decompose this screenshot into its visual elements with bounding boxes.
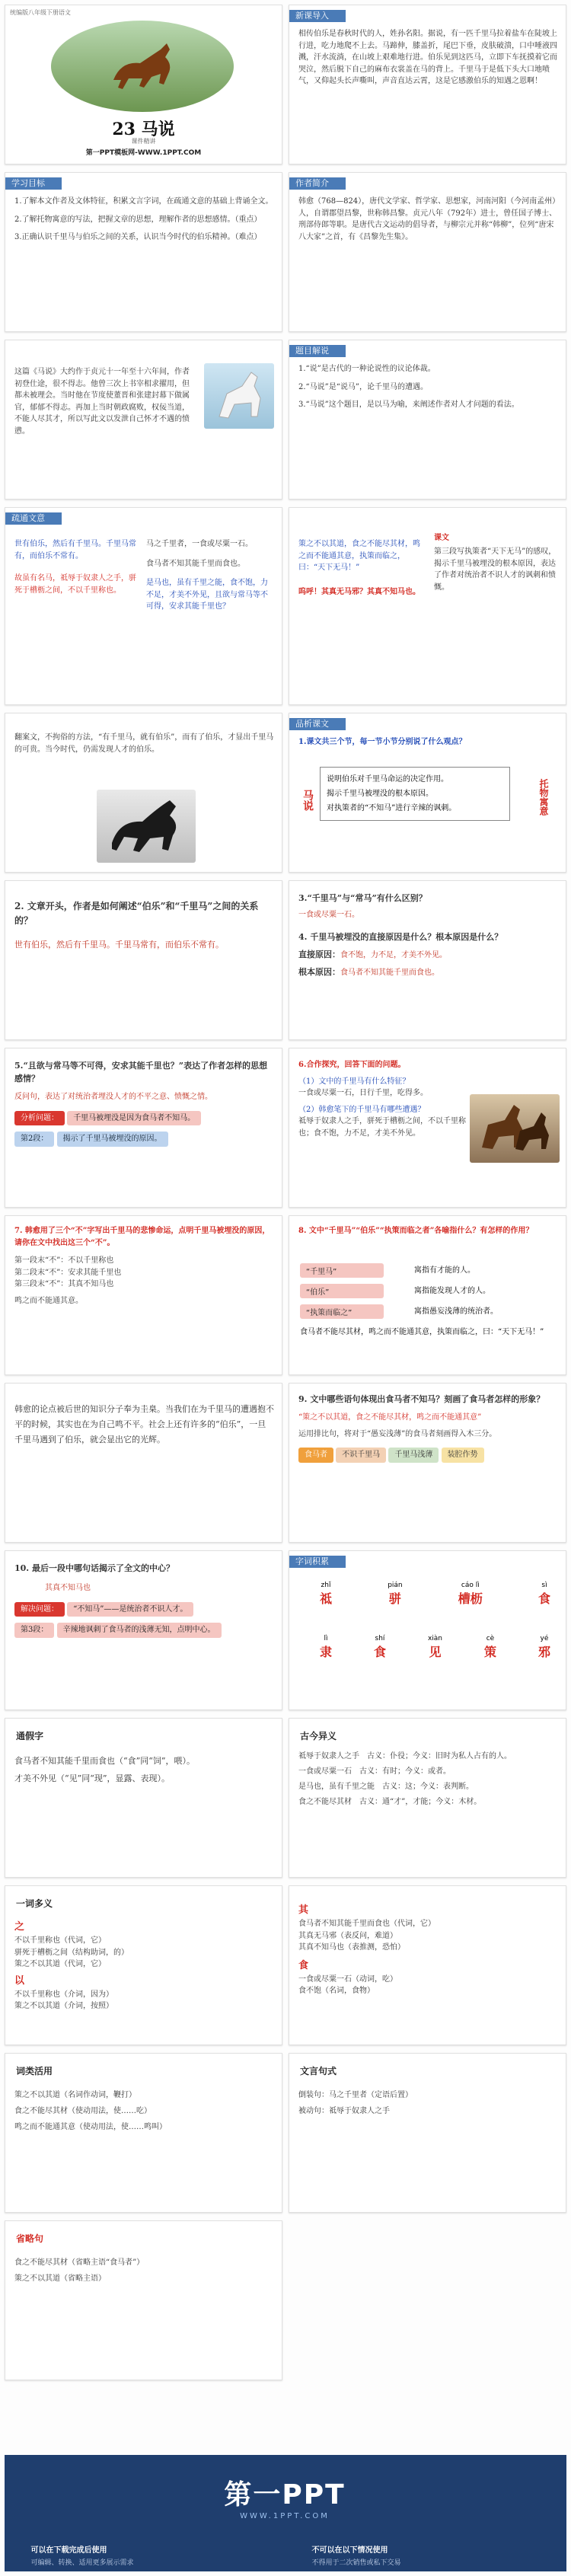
question: 3.“千里马”与“常马”有什么区别？: [298, 893, 427, 903]
slide-header: 词类活用: [16, 2066, 53, 2076]
vocab-item: [484, 1635, 496, 1660]
logo-text: 第一PPT: [224, 2479, 346, 2511]
title-point: 3.“马说”这个题目，是以马为喻，来阐述作者对人才问题的看法。: [298, 401, 519, 409]
slide-5[interactable]: [5, 340, 282, 500]
slide-header: 省略句: [16, 2233, 44, 2244]
side-text: 第三段写执策者“天下无马”的感叹，揭示千里马被埋没的根本原因，表达了作者对统治者不识人才的讽刺和愤慨。: [434, 547, 557, 592]
row-5: [5, 713, 566, 873]
slide-15[interactable]: [5, 1215, 282, 1375]
question: 2. 文章开头，作者是如何阐述“伯乐”和“千里马”之间的关系的？: [14, 901, 259, 926]
question: 6.合作探究，回答下面的问题。: [298, 1061, 406, 1069]
row-9: [5, 1383, 566, 1543]
answer: 反问句，表达了对统治者埋没人才的不平之意、愤慨之情。: [14, 1093, 212, 1102]
character: 见: [429, 1645, 442, 1659]
ellipsis-list: [14, 2255, 274, 2287]
background-text: 这篇《马说》大约作于贞元十一年至十六年间，作者初登仕途，很不得志。他曾三次上书宰相求擢用，但都未被理会。当时他在节度使董晋和张建封幕下做属官，郁郁不得志。再加上当时朝政腐败，权佞当道，不能人尽其才，所以写此文以发泄自己怀才不遇的愤懑。: [14, 368, 190, 436]
metaphor-meaning: 寓指愚妄浅薄的统治者。: [414, 1307, 498, 1316]
gujin-list: [298, 1749, 558, 1810]
slide-grid: [5, 5, 566, 2388]
slide-header: 新课导入: [289, 10, 346, 22]
left-label: 马说: [301, 790, 314, 811]
question-block: [298, 1393, 558, 1463]
question: （1）文中的千里马有什么特征？: [298, 1077, 410, 1086]
forbidden-title: 不可以在以下情况使用: [311, 2546, 388, 2555]
answer-label: 直接原因：: [298, 949, 340, 959]
polysemy-item: 策之不以其道（介词，按照）: [14, 2002, 113, 2011]
question: 4. 千里马被埋没的直接原因是什么？根本原因是什么？: [298, 931, 503, 942]
annotated-passage: [298, 538, 421, 598]
polysemy-word: 之: [14, 1921, 25, 1933]
answer-row: [298, 948, 558, 962]
lesson-title: 23 马说: [112, 120, 175, 139]
tag-row: [298, 1448, 558, 1463]
point-item: 揭示千里马被埋没的根本原因。: [327, 790, 433, 798]
logo-url: WWW.1PPT.COM: [240, 2512, 330, 2520]
forbidden-text: 不得用于二次销售或私下交易: [311, 2559, 401, 2567]
vocab-item: [320, 1582, 332, 1607]
metaphor-meaning: 寓指有才能的人。: [414, 1266, 475, 1275]
tag: 千里马浅薄: [388, 1448, 439, 1463]
slide-6[interactable]: [289, 340, 566, 500]
vocab-row-2: [320, 1635, 550, 1660]
character: 骈: [388, 1591, 401, 1606]
annotated-passage: [14, 538, 137, 596]
metaphor-term: “伯乐”: [300, 1284, 384, 1298]
ellipsis-item: 策之不以其道（省略主语）: [14, 2274, 106, 2283]
gujin-item: 祗辱于奴隶人之手 古义：仆役；今义：旧时为私人占有的人。: [298, 1752, 512, 1760]
analysis-text: 韩愈的论点被后世的知识分子奉为圭臬。当我们在为千里马的遭遇抱不平的时候，其实也在为自己鸣不平。社会上还有许多的“伯乐”，一旦千里马遇到了伯乐，就会显出它的光辉。: [14, 1404, 274, 1444]
metaphor-table: [300, 1263, 555, 1336]
question: 1.课文共三个节，每一节小节分别说了什么观点？: [298, 738, 467, 746]
row-6: [5, 880, 566, 1040]
polysemy-item: 食马者不知其能千里而食也（代词，它）: [298, 1920, 435, 1929]
metaphor-term: “执策而临之”: [300, 1304, 384, 1319]
grade-label: 统编版八年级下册语文: [10, 9, 71, 16]
answer: 食马者不知其能千里而食也。: [340, 969, 439, 978]
vocab-row-1: [320, 1582, 550, 1607]
metaphor-row: [300, 1304, 555, 1319]
part-of-speech-list: [14, 2087, 274, 2135]
allowed-use: [31, 2543, 260, 2567]
character: 食: [373, 1645, 386, 1659]
horse-statue-photo: [204, 363, 274, 429]
question-text: [298, 736, 558, 749]
title-point: 1.“说”是古代的一种论说性的议论体裁。: [298, 365, 435, 373]
pinyin: lì: [324, 1635, 328, 1642]
polysemy-word: 食: [298, 1959, 309, 1971]
side-line: 食马者不知其能千里而食也。: [146, 559, 245, 568]
row-1: [5, 5, 566, 164]
annotated-passage-side: [146, 538, 274, 613]
row-4: [5, 507, 566, 705]
answer: 其真不知马也: [45, 1584, 91, 1593]
slide-13[interactable]: [5, 1048, 282, 1208]
ellipsis-item: 食之不能尽其材（省略主语“食马者”）: [14, 2258, 145, 2267]
slide-header: 品析课文: [289, 718, 346, 730]
pinyin: cáo lì: [461, 1582, 480, 1589]
tongjia-item: 才美不外见（“见”同“现”，显露、表现）。: [14, 1773, 170, 1784]
quote: “策之不以其道，食之不能尽其材，鸣之而不能通其意”: [298, 1413, 482, 1422]
metaphor-row: [300, 1284, 555, 1298]
slide-header: 古今异义: [300, 1731, 337, 1741]
gujin-item: 是马也，虽有千里之能 古义：这；今义：表判断。: [298, 1783, 474, 1791]
row-13: [5, 2053, 566, 2213]
slide-header: 文言句式: [300, 2066, 337, 2076]
row-14: [5, 2220, 566, 2380]
metaphor-term: “千里马”: [300, 1263, 384, 1278]
gujin-item: 食之不能尽其材 古义：通“才”，才能；今义：木材。: [298, 1798, 482, 1806]
slide-8[interactable]: [289, 507, 566, 705]
metaphor-meaning: 寓指能发现人才的人。: [414, 1287, 490, 1295]
tag: 解决问题：: [14, 1602, 65, 1617]
item: 第一段末“不”：不以千里称也: [14, 1256, 114, 1265]
slide-header: 通假字: [16, 1731, 44, 1741]
polysemy-item: 一食或尽粟一石（动词，吃）: [298, 1974, 397, 1984]
slide-22[interactable]: [289, 1718, 566, 1878]
tag-row: [14, 1623, 274, 1638]
title-points: [298, 363, 558, 411]
row-3: [5, 340, 566, 500]
answer: 食不饱，力不足，才美不外见。: [340, 950, 447, 959]
answer-row: [298, 966, 558, 979]
tag-row: [14, 1132, 274, 1147]
character: 祗: [320, 1591, 333, 1606]
character: 槽枥: [458, 1591, 483, 1606]
metaphor-text: 食马者不能尽其材，鸣之而不能通其意，执策而临之，曰：“天下无马！”: [300, 1328, 544, 1336]
slide-27[interactable]: [5, 2220, 282, 2380]
tag: 不识千里马: [336, 1448, 386, 1463]
gujin-item: 一食或尽粟一石 古义：有时；今义：或者。: [298, 1767, 451, 1776]
website-label: 第一PPT模板网-WWW.1PPT.COM: [85, 149, 202, 157]
question: 5.“且欲与常马等不可得，安求其能千里也？”表达了作者怎样的思想感情？: [14, 1061, 268, 1084]
running-horse-photo: [97, 790, 196, 863]
character: 策: [483, 1645, 496, 1659]
point-item: 对执策者的“不知马”进行辛辣的讽刺。: [327, 804, 457, 812]
answer: 世有伯乐，然后有千里马。千里马常有，而伯乐不常有。: [14, 940, 224, 950]
slide-header: 题目解说: [289, 345, 346, 357]
pattern-item: 倒装句：马之千里者（定语后置）: [298, 2091, 413, 2099]
metaphor-row: [300, 1263, 555, 1278]
pinyin: cè: [486, 1635, 495, 1642]
slide-9[interactable]: [5, 713, 282, 873]
passage-line: 故虽有名马，祗辱于奴隶人之手，骈死于槽枥之间，不以千里称也。: [14, 574, 136, 595]
goal-item: 3.正确认识千里马与伯乐之间的关系，认识当今时代的伯乐精神。（难点）: [14, 233, 262, 241]
vocab-item: [374, 1635, 386, 1660]
answer: 祗辱于奴隶人之手，骈死于槽枥之间，不以千里称也；食不饱，力不足，才美不外见。: [298, 1117, 466, 1138]
polysemy-word: 其: [298, 1904, 309, 1916]
side-header: 课文: [434, 534, 449, 542]
pinyin: sì: [541, 1582, 547, 1589]
row-7: [5, 1048, 566, 1208]
slide-25[interactable]: [5, 2053, 282, 2213]
slide-header: 作者简介: [289, 177, 346, 190]
row-12: [5, 1885, 566, 2045]
pattern-item: 被动句：祗辱于奴隶人之手: [298, 2107, 390, 2115]
answer-label: 根本原因：: [298, 967, 340, 978]
slide-11[interactable]: [5, 880, 282, 1040]
slide-18[interactable]: [289, 1383, 566, 1543]
slide-19[interactable]: [5, 1550, 282, 1710]
pos-item: 策之不以其道（名词作动词，鞭打）: [14, 2091, 136, 2099]
passage-line: 世有伯乐，然后有千里马。千里马常有，而伯乐不常有。: [14, 540, 136, 560]
slide-header: 字词积累: [289, 1556, 346, 1568]
question: 9. 文中哪些语句体现出食马者不知马？刻画了食马者怎样的形象？: [298, 1394, 545, 1404]
tag-box: “不知马”——是统治者不识人才。: [67, 1602, 193, 1617]
tag-box: 辛辣地讽刺了食马者的浅薄无知，点明中心。: [57, 1623, 222, 1638]
allowed-title: 可以在下载完成后使用: [30, 2546, 107, 2555]
goals-list: [14, 196, 274, 244]
polysemy-group: [298, 1903, 558, 1997]
slide-header: 疏通文意: [5, 512, 62, 525]
note: 运用排比句，将对于“愚妄浅薄”的食马者刻画得入木三分。: [298, 1429, 497, 1438]
question-block: [298, 1225, 558, 1237]
slide-23[interactable]: [5, 1885, 282, 2045]
row-8: [5, 1215, 566, 1375]
tag: 装腔作势: [442, 1448, 484, 1463]
polysemy-group: [14, 1920, 274, 2013]
side-line: 是马也，虽有千里之能，食不饱，力不足，才美不外见，且欲与常马等不可得，安求其能千里也？: [146, 579, 268, 611]
polysemy-item: 其真不知马也（表推测，恐怕）: [298, 1943, 405, 1952]
note: 鸣之而不能通其意。: [14, 1296, 83, 1305]
horse-photo: [51, 21, 234, 112]
row-11: [5, 1718, 566, 1878]
tag: 第3段：: [14, 1623, 54, 1638]
character: 食: [538, 1591, 550, 1606]
row-10: [5, 1550, 566, 1710]
intro-text: 相传伯乐是春秋时代的人，姓孙名阳。据说，有一匹千里马拉着盐车在陡坡上行进，吃力地爬不上去。马蹄伸，膝盖折，尾巴下垂，皮肤破溃，口中唾液四溅，汗水流淌，在山坡上艰难地行进。伯乐见到这匹马，立即下车抚摸着它而哭泣，然后脱下自己的麻布衣裳盖在马的背上。千里马于是低下头大口地喷气，又仰起头长声嘶叫，声音直达云霄，这是它感激伯乐的知遇之恩啊！: [298, 30, 557, 85]
row-2: [5, 172, 566, 332]
tongjia-item: 食马者不知其能千里而食也（“食”同“饲”，喂）。: [14, 1756, 195, 1766]
goal-item: 2.了解托物寓意的写法，把握文章的思想，理解作者的思想感情。（重点）: [14, 215, 262, 224]
site-logo[interactable]: [163, 2473, 407, 2519]
passage-line: 策之不以其道，食之不能尽其材，鸣之而不能通其意，执策而临之，曰：“天下无马！”: [298, 540, 420, 572]
pos-item: 食之不能尽其材（使动用法，使……吃）: [14, 2107, 152, 2115]
pinyin: shí: [375, 1635, 385, 1642]
vocab-item: [458, 1582, 483, 1607]
question: （2）韩愈笔下的千里马有哪些遭遇？: [298, 1105, 426, 1114]
question-block: [14, 899, 274, 951]
point-item: 说明伯乐对千里马命运的决定作用。: [327, 775, 448, 784]
right-label: 托物寓意: [538, 779, 549, 816]
slide-header: 学习目标: [5, 177, 62, 190]
slide-1[interactable]: [5, 5, 282, 164]
character: 邪: [538, 1645, 550, 1659]
horses-photo: [470, 1094, 560, 1163]
horse-icon: [97, 790, 196, 863]
question-block: [14, 1225, 274, 1307]
answer: 一食或尽粟一石，日行千里，吃得多。: [298, 1089, 428, 1097]
question: 8. 文中“千里马”“伯乐”“执策而临之者”各喻指什么？有怎样的作用？: [298, 1227, 534, 1235]
sentence-pattern-list: [298, 2087, 558, 2119]
slide-16[interactable]: [289, 1215, 566, 1375]
vocab-item: [538, 1582, 550, 1607]
slide-header: 一词多义: [16, 1898, 53, 1909]
question: 7. 韩愈用了三个“不”字写出千里马的悲惨命运，点明千里马被埋没的原因，请你在文中找出这三个“不”。: [14, 1227, 270, 1247]
footer-ad-banner[interactable]: [5, 2455, 566, 2571]
horse-icon: [470, 1094, 560, 1163]
polysemy-item: 食不饱（名词，食物）: [298, 1987, 375, 1996]
question-block: [14, 1059, 274, 1147]
allowed-text: 可编辑、转换、适用更多展示需求: [30, 2559, 134, 2567]
polysemy-item: 骈死于槽枥之间（结构助词，的）: [14, 1948, 129, 1957]
horse-icon: [204, 363, 274, 429]
tag-box: 揭示了千里马被埋没的原因。: [57, 1132, 168, 1147]
polysemy-word: 以: [14, 1974, 25, 1987]
slide-20[interactable]: [289, 1550, 566, 1710]
slide-10[interactable]: [289, 713, 566, 873]
tag-row: [14, 1111, 274, 1126]
vocab-item: [388, 1582, 402, 1607]
pinyin: zhǐ: [321, 1582, 331, 1589]
author-bio: 韩愈（768—824），唐代文学家、哲学家、思想家，河南河阳（今河南孟州）人，自谓郡望昌黎，世称韩昌黎。贞元八年（792年）进士，曾任国子博士、刑部侍郎等职。是唐代古文运动的倡导者，与柳宗元并称“韩柳”，位列“唐宋八大家”之首，有《昌黎先生集》。: [298, 197, 557, 241]
question-block: [14, 1562, 274, 1638]
character: 隶: [320, 1645, 333, 1659]
title-point: 2.“马说”是“说马”，论千里马的遭遇。: [298, 382, 428, 391]
question-block: [298, 1059, 467, 1139]
slide-24[interactable]: [289, 1885, 566, 2045]
slide-14[interactable]: [289, 1048, 566, 1208]
horse-icon: [98, 34, 190, 103]
polysemy-item: 不以千里称也（介词，因为）: [14, 1990, 113, 1999]
reflection-text: 翻案文，不拘俗的方法，“有千里马，就有伯乐”，而有了伯乐，才显出千里马的可贵。当今时代，仍需发现人才的伯乐。: [14, 733, 274, 754]
slide-4[interactable]: [289, 172, 566, 332]
slide-26[interactable]: [289, 2053, 566, 2213]
forbidden-use: [312, 2543, 541, 2567]
question: 10. 最后一段中哪句话揭示了全文的中心？: [14, 1563, 174, 1573]
polysemy-item: 其真无马邪（表反问，难道）: [298, 1931, 397, 1940]
slide-2[interactable]: [289, 5, 566, 164]
slide-21[interactable]: [5, 1718, 282, 1878]
question-block: [298, 892, 558, 979]
slide-3[interactable]: [5, 172, 282, 332]
lesson-subtitle: 课件精讲: [131, 138, 156, 145]
usage-notice: [5, 2543, 566, 2567]
goal-item: 1.了解本文作者及文体特征，积累文言字词，在疏通文意的基础上背诵全文。: [14, 197, 273, 206]
passage-line: 呜呼！其真无马邪？其真不知马也。: [298, 587, 420, 596]
item: 第二段末“不”：安求其能千里也: [14, 1268, 122, 1277]
item: 第三段末“不”：其真不知马也: [14, 1280, 114, 1288]
side-line: 马之千里者，一食或尽粟一石。: [146, 540, 253, 548]
vocab-item: [428, 1635, 442, 1660]
tag-box: 千里马被埋没是因为食马者不知马。: [67, 1111, 201, 1126]
pinyin: yé: [540, 1635, 549, 1642]
vocab-item: [538, 1635, 550, 1660]
pos-item: 鸣之而不能通其意（使动用法，使……鸣叫）: [14, 2123, 167, 2131]
polysemy-item: 策之不以其道（代词，它）: [14, 1960, 106, 1969]
pinyin: xiàn: [427, 1635, 443, 1642]
tongjia-list: [14, 1752, 274, 1787]
tag: 第2段：: [14, 1132, 54, 1147]
tag-row: [14, 1602, 274, 1617]
points-box: [320, 767, 510, 821]
pinyin: pián: [388, 1582, 403, 1589]
vocab-item: [320, 1635, 332, 1660]
slide-12[interactable]: [289, 880, 566, 1040]
slide-7[interactable]: [5, 507, 282, 705]
answer: 一食或尽粟一石。: [298, 911, 359, 920]
tag: 分析问题：: [14, 1111, 65, 1126]
tag: 食马者: [298, 1448, 333, 1463]
polysemy-item: 不以千里称也（代词，它）: [14, 1936, 106, 1946]
slide-17[interactable]: [5, 1383, 282, 1543]
